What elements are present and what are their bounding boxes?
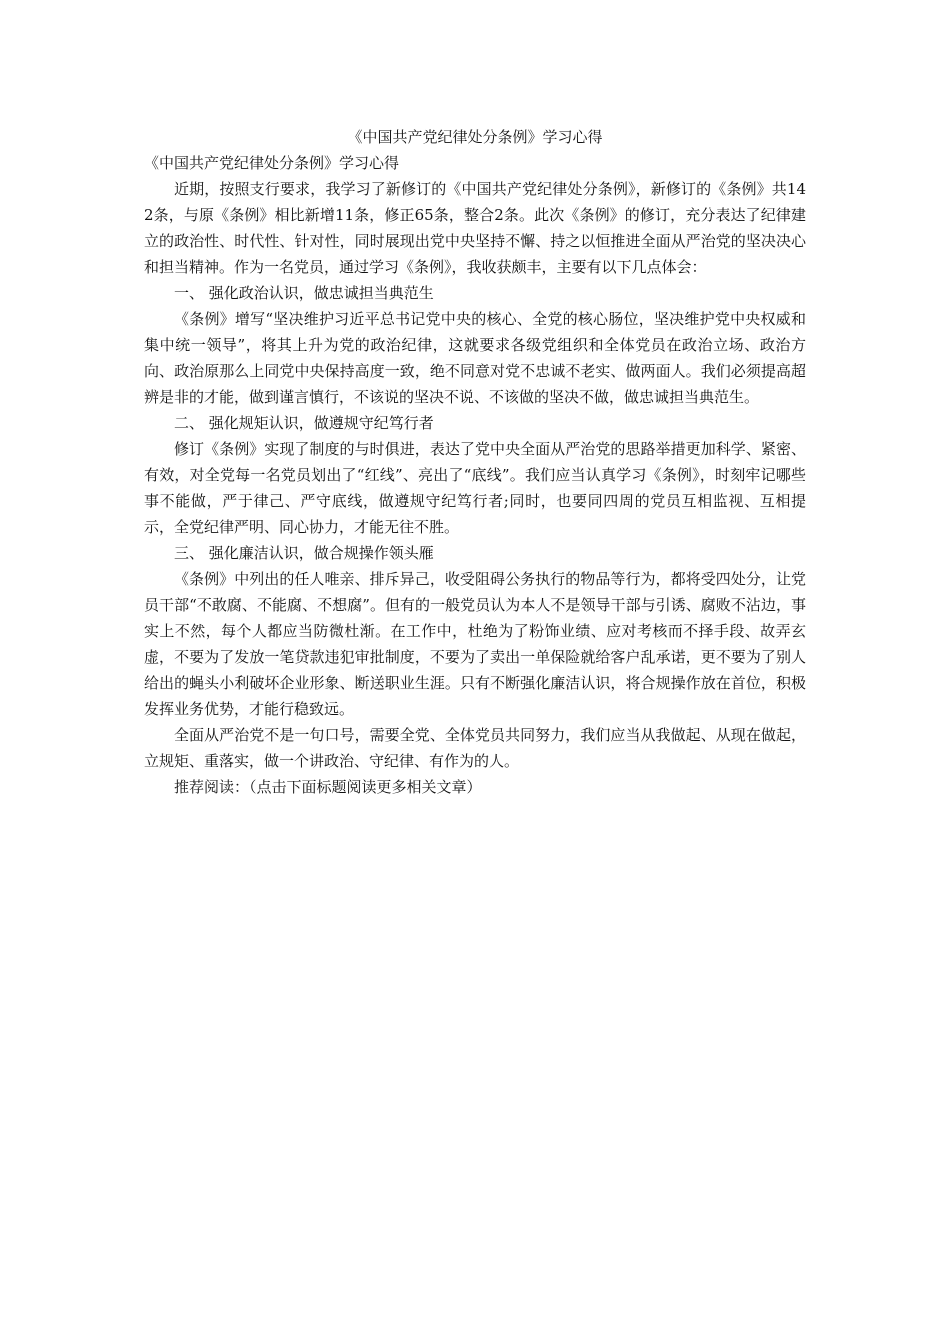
document-page: [144, 124, 806, 800]
document-title: 《中国共产党纪律处分条例》学习心得: [347, 128, 603, 146]
section-body-1: 《条例》增写“坚决维护习近平总书记党中央的核心、全党的核心肠位，坚决维护党中央权威和集中统一领导”，将其上升为党的政治纪律，这就要求各级党组织和全体党员在政治立场、政治方向、政治原那么上同党中央保持高度一致，绝不同意对党不忠诚不老实、做两面人。我们必须提高超辨是非的才能，做到谨言慎行，不该说的坚决不说、不该做的坚决不做，做忠诚担当典范生。: [144, 310, 806, 406]
section-body-2: 修订《条例》实现了制度的与时俱进，表达了党中央全面从严治党的思路举措更加科学、紧密、有效，对全党每一名党员划出了“红线”、亮出了“底线”。我们应当认真学习《条例》，时刻牢记哪些事不能做，严于律己、严守底线，做遵规守纪笃行者;同时，也要同四周的党员互相监视、互相提示，全党纪律严明、同心协力，才能无往不胜。: [144, 440, 806, 536]
section-heading-1: 一、 强化政治认识，做忠诚担当典范生: [174, 284, 434, 302]
section-heading-2: 二、 强化规矩认识，做遵规守纪笃行者: [174, 414, 434, 432]
intro-paragraph: 近期，按照支行要求，我学习了新修订的《中国共产党纪律处分条例》，新修订的《条例》共142条，与原《条例》相比新增11条，修正65条，整合2条。此次《条例》的修订，充分表达了纪律建立的政治性、时代性、针对性，同时展现出党中央坚持不懈、持之以恒推进全面从严治党的坚决决心和担当精神。作为一名党员，通过学习《条例》，我收获颇丰，主要有以下几点体会：: [144, 180, 806, 276]
document-subtitle: 《中国共产党纪律处分条例》学习心得: [144, 154, 400, 172]
section-body-3: 《条例》中列出的任人唯亲、排斥异己，收受阻碍公务执行的物品等行为，都将受四处分，让党员干部“不敢腐、不能腐、不想腐”。但有的一般党员认为本人不是领导干部与引诱、腐败不沾边，事实上不然，每个人都应当防微杜渐。在工作中，杜绝为了粉饰业绩、应对考核而不择手段、故弄玄虚，不要为了发放一笔贷款违犯审批制度，不要为了卖出一单保险就给客户乱承诺，更不要为了别人给出的蝇头小利破坏企业形象、断送职业生涯。只有不断强化廉洁认识，将合规操作放在首位，积极发挥业务优势，才能行稳致远。: [144, 570, 806, 718]
section-heading-3: 三、 强化廉洁认识，做合规操作领头雁: [174, 544, 434, 562]
recommend-reading[interactable]: 推荐阅读：（点击下面标题阅读更多相关文章）: [174, 778, 482, 796]
conclusion-paragraph: 全面从严治党不是一句口号，需要全党、全体党员共同努力，我们应当从我做起、从现在做起，立规矩、重落实，做一个讲政治、守纪律、有作为的人。: [144, 726, 806, 770]
